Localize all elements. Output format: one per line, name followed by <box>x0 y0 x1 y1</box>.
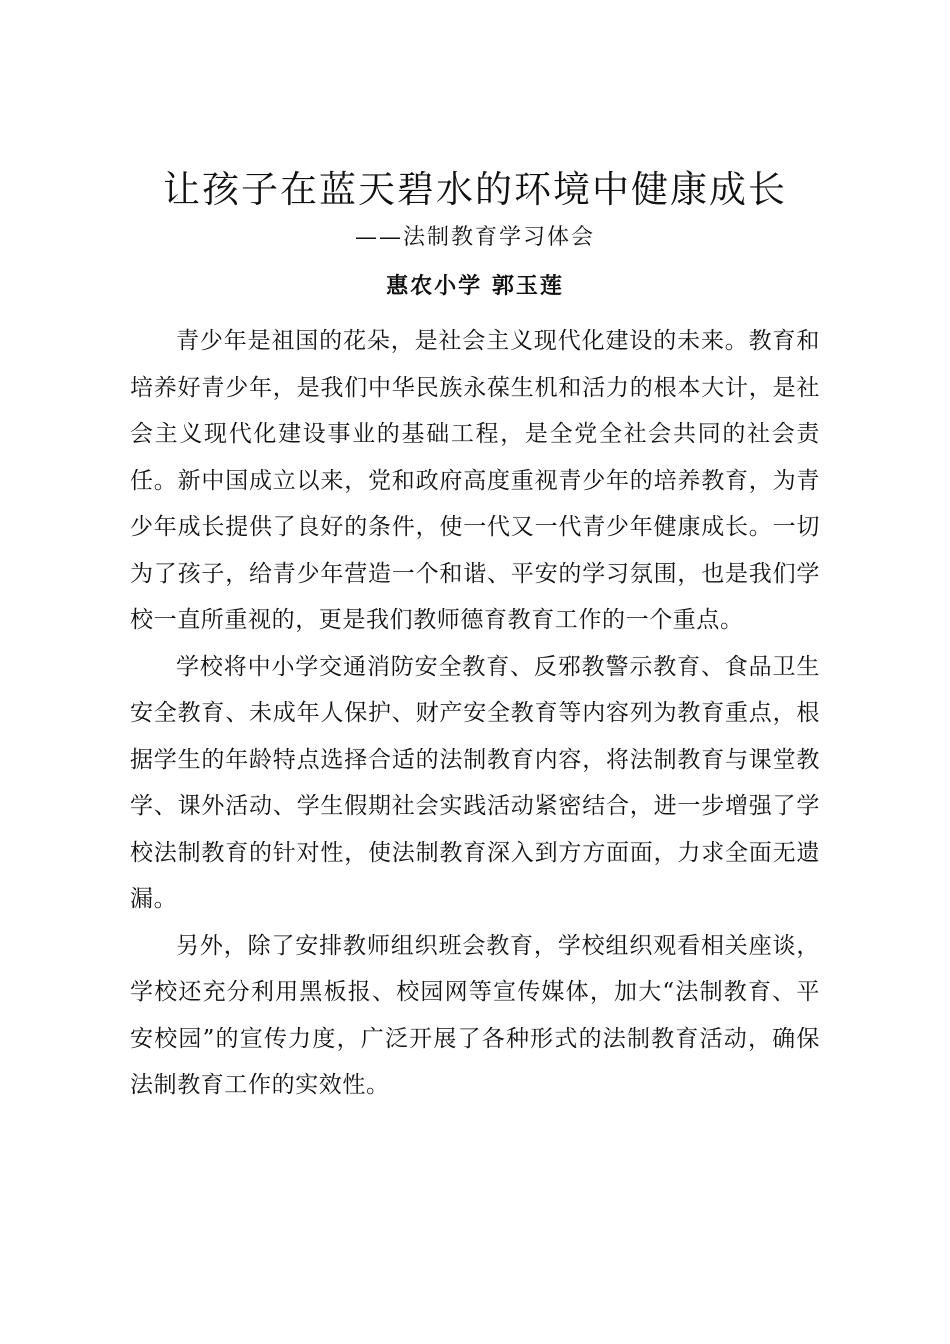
document-subtitle: ——法制教育学习体会 <box>354 225 595 250</box>
document-body <box>130 318 820 1109</box>
document-title: 让孩子在蓝天碧水的环境中健康成长 <box>163 168 787 211</box>
paragraph-1: 青少年是祖国的花朵，是社会主义现代化建设的未来。教育和培养好青少年，是我们中华民族永葆生机和活力的根本大计，是社会主义现代化建设事业的基础工程，是全党全社会共同的社会责任。新中国成立以来，党和政府高度重视青少年的培养教育，为青少年成长提供了良好的条件，使一代又一代青少年健康成长。一切为了孩子，给青少年营造一个和谐、平安的学习氛围，也是我们学校一直所重视的，更是我们教师德育教育工作的一个重点。 <box>130 328 820 633</box>
paragraph-2: 学校将中小学交通消防安全教育、反邪教警示教育、食品卫生安全教育、未成年人保护、财产安全教育等内容列为教育重点，根据学生的年龄特点选择合适的法制教育内容，将法制教育与课堂教学、课外活动、学生假期社会实践活动紧密结合，进一步增强了学校法制教育的针对性，使法制教育深入到方方面面，力求全面无遗漏。 <box>130 653 820 912</box>
document-author: 惠农小学 郭玉莲 <box>386 273 564 299</box>
paragraph-3: 另外，除了安排教师组织班会教育，学校组织观看相关座谈，学校还充分利用黑板报、校园网等宣传媒体，加大“法制教育、平安校园”的宣传力度，广泛开展了各种形式的法制教育活动，确保法制教育工作的实效性。 <box>130 932 820 1098</box>
